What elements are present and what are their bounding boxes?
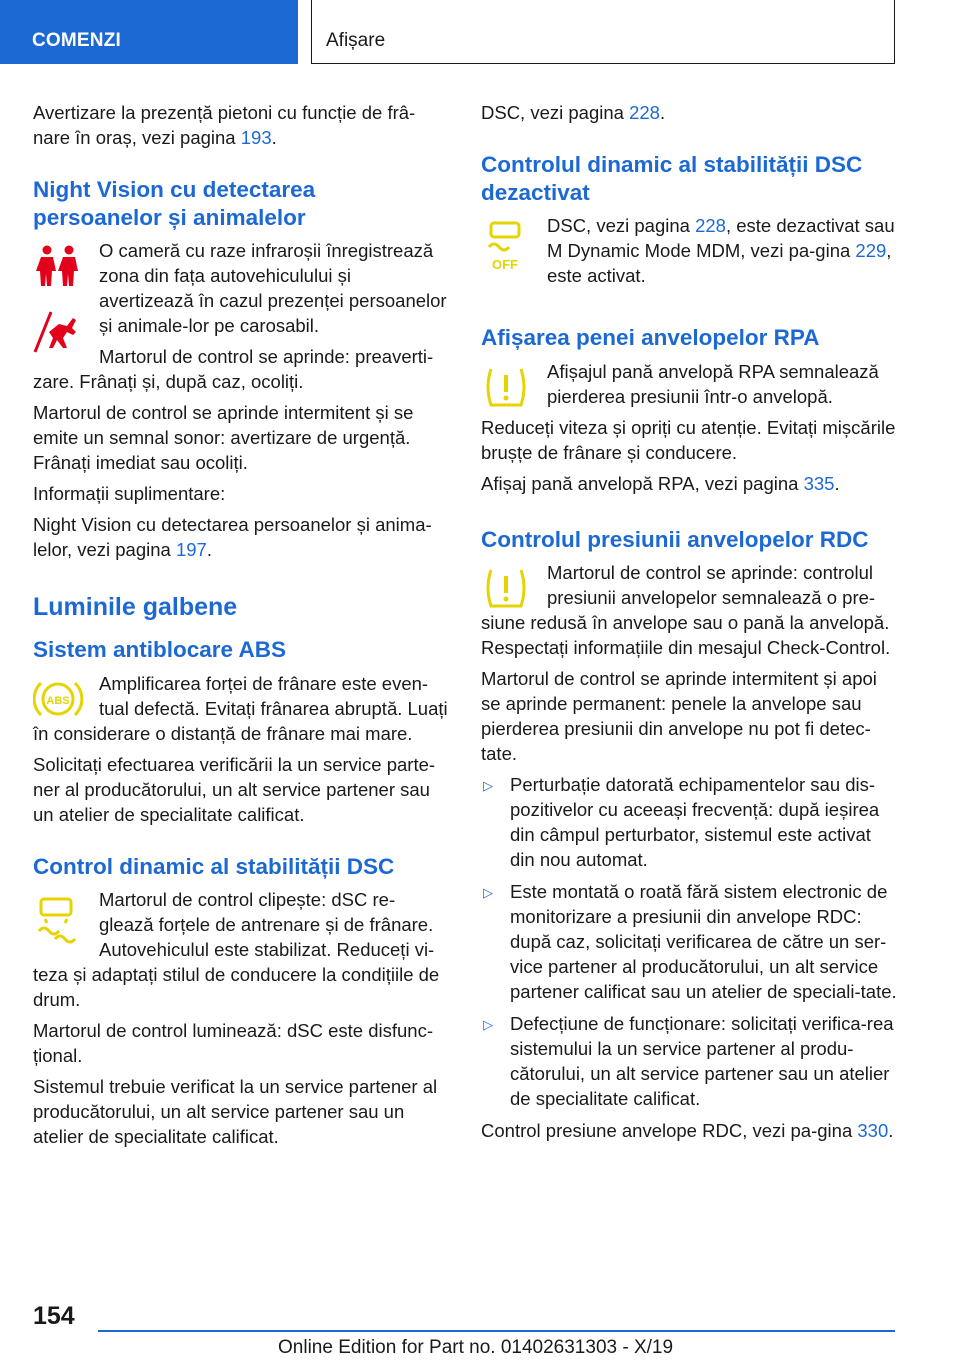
pedestrian-warning-icon bbox=[33, 244, 83, 288]
page-link[interactable]: 228 bbox=[629, 102, 660, 123]
night-vision-p3: Martorul de control se aprinde intermitent și se emite un semnal sonor: avertizare de urgență. Frânați imediat sau ocoliți. bbox=[33, 402, 414, 473]
triangle-bullet-icon: ▷ bbox=[483, 885, 493, 900]
rdc-icon-wrap bbox=[481, 560, 547, 610]
abs-warning-icon bbox=[33, 677, 83, 721]
night-vision-p5: Night Vision cu detectarea persoanelor și anima-lelor, vezi pagina 197. bbox=[33, 514, 432, 560]
right-column bbox=[481, 100, 897, 1149]
dsc-icon-wrap bbox=[33, 887, 99, 947]
dsc-p2: Martorul de control luminează: dSC este disfunc-țional. bbox=[33, 1020, 433, 1066]
dsc-warning-icon bbox=[33, 893, 83, 947]
night-vision-p4: Informații suplimentare: bbox=[33, 483, 226, 504]
intro-paragraph: Avertizare la prezență pietoni cu funcție de frâ- nare în oraș, vezi pagina 193. bbox=[33, 102, 416, 148]
tire-puncture-icon bbox=[481, 365, 531, 409]
rpa-p3: Afișaj pană anvelopă RPA, vezi pagina 335. bbox=[481, 472, 840, 494]
abs-p2: Solicitați efectuarea verificării la un service parte-ner al producătorului, un alt service partener sau un atelier de specialitate calificat. bbox=[33, 753, 436, 825]
abs-icon-wrap bbox=[33, 671, 99, 721]
tire-pressure-icon bbox=[481, 566, 531, 610]
page-title: Afișare bbox=[326, 30, 386, 51]
dsc-off-p1: DSC, vezi pagina 228, este dezactivat sau M Dynamic Mode MDM, vezi pa-gina 229, este activat. bbox=[547, 215, 895, 286]
rpa-p1: Afișajul pană anvelopă RPA semnalează pierderea presiunii într-o anvelopă. bbox=[547, 360, 879, 407]
yellow-lights-heading: Luminile galbene bbox=[33, 593, 238, 621]
rdc-end: Control presiune anvelope RDC, vezi pa-gina 330. bbox=[481, 1120, 894, 1141]
page-link[interactable]: 330 bbox=[857, 1120, 889, 1141]
dsc-off-heading: Controlul dinamic al stabilității DSC dezactivat bbox=[481, 152, 863, 205]
rdc-p1: Martorul de control se aprinde: controlul presiunii anvelopelor semnalează o pre-siune redusă în anvelope sau o pană la anvelopă. Respectați informațiile din mesajul Check-Control. bbox=[481, 562, 891, 658]
list-item: ▷ Este montată o roată fără sistem electronic de monitorizare a presiunii din anvelope RDC: după caz, solicitați verificarea de către un ser-vice partener al producătorului, un alt service partener calificat sau un atelier de speciali-tate. bbox=[483, 881, 897, 1002]
page-link[interactable]: 229 bbox=[855, 240, 887, 261]
list-item: ▷ Defecțiune de funcționare: solicitați verifica-rea sistemului la un service partener al produ-cătorului, un alt service partener sau un atelier de specialitate calificat. bbox=[483, 1013, 894, 1109]
svg-text:ABS: ABS bbox=[46, 694, 70, 707]
footer-divider bbox=[98, 1330, 895, 1332]
dsc-off-icon-wrap bbox=[481, 213, 547, 273]
rpa-heading: Afișarea penei anvelopelor RPA bbox=[481, 325, 820, 350]
page-link[interactable]: 197 bbox=[175, 539, 207, 560]
page-link[interactable]: 335 bbox=[803, 472, 835, 494]
svg-text:OFF: OFF bbox=[492, 257, 518, 272]
dsc-heading: Control dinamic al stabilității DSC bbox=[33, 853, 395, 879]
left-column bbox=[33, 100, 449, 1155]
night-vision-icons bbox=[33, 238, 99, 354]
page-title-box bbox=[311, 0, 895, 64]
abs-heading: Sistem antiblocare ABS bbox=[33, 637, 286, 662]
night-vision-p1: O cameră cu raze infraroșii înregistrează zona din fața autovehiculului și avertizează în cazul prezenței persoanelor și animale-lor pe carosabil. bbox=[99, 240, 447, 336]
rdc-heading: Controlul presiunii anvelopelor RDC bbox=[481, 526, 869, 552]
page-number: 154 bbox=[33, 1302, 75, 1330]
list-item: ▷ Perturbație datorată echipamentelor sau dis-pozitivelor cu aceeași frecvență: după ieșirea din câmpul perturbator, sistemul este activat din nou automat. bbox=[483, 774, 880, 870]
rdc-bullet-list bbox=[481, 772, 897, 1111]
night-vision-p2: Martorul de control se aprinde: preaverti-zare. Frânați și, după caz, ocoliți. bbox=[33, 346, 434, 392]
dsc-p1: Martorul de control clipește: dSC re-glează forțele de antrenare și de frânare. Autovehiculul este stabilizat. Reduceți vi-teza și adaptați stilul de conducere la condițiile de drum. bbox=[33, 889, 440, 1010]
triangle-bullet-icon: ▷ bbox=[483, 778, 493, 793]
page-link[interactable]: 228 bbox=[695, 215, 726, 236]
rpa-p2: Reduceți viteza și opriți cu atenție. Evitați mișcările brușțe de frânare și conducere. bbox=[481, 416, 896, 463]
section-label: COMENZI bbox=[32, 30, 122, 51]
triangle-bullet-icon: ▷ bbox=[483, 1017, 493, 1032]
rpa-icon-wrap bbox=[481, 359, 547, 409]
rdc-p2: Martorul de control se aprinde intermitent și apoi se aprinde permanent: penele la anvelope sau pierderea presiunii din anvelope nu pot fi detec-tate. bbox=[481, 668, 877, 764]
dsc-continued: DSC, vezi pagina 228. bbox=[481, 102, 666, 123]
edition-text: Online Edition for Part no. 01402631303 - X/19 bbox=[278, 1337, 674, 1358]
page-link[interactable]: 193 bbox=[240, 127, 272, 148]
animal-warning-icon bbox=[33, 310, 83, 354]
abs-p1: Amplificarea forței de frânare este even-tual defectă. Evitați frânarea abruptă. Luați în considerare o distanță de frânare mai mare. bbox=[33, 672, 448, 744]
dsc-p3: Sistemul trebuie verificat la un service partener al producătorului, un alt service partener sau un atelier de specialitate calificat. bbox=[33, 1076, 438, 1147]
night-vision-heading: Night Vision cu detectarea persoanelor și animalelor bbox=[33, 177, 316, 230]
section-tab bbox=[0, 0, 298, 64]
dsc-off-icon bbox=[481, 219, 531, 273]
